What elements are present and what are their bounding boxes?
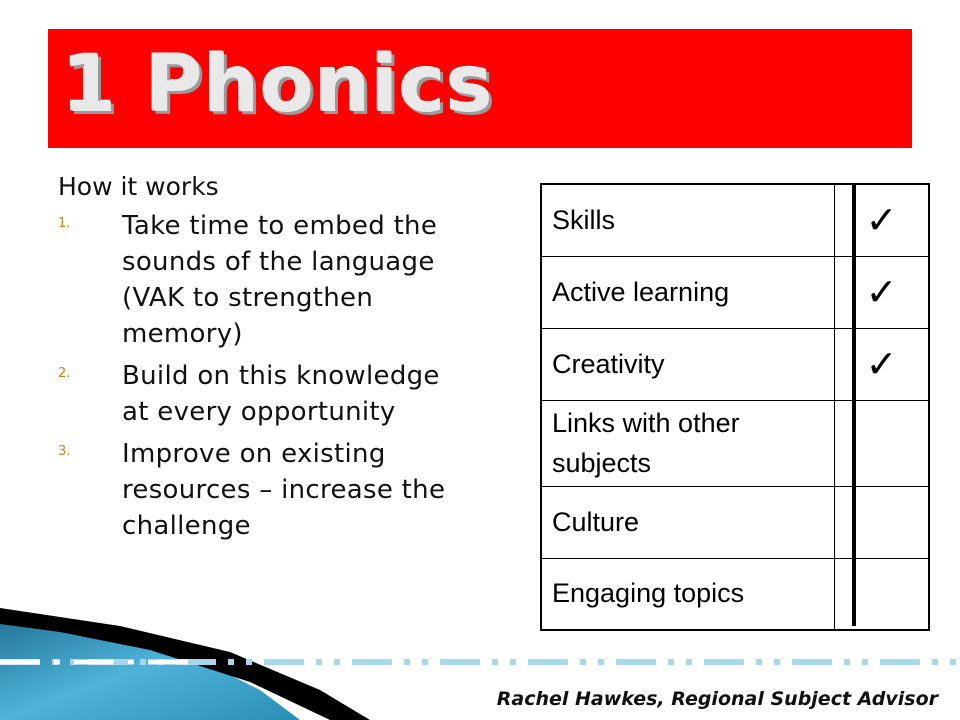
list-item [58, 436, 458, 544]
title-banner [48, 29, 912, 148]
step-number: 3. [58, 444, 71, 459]
table-row [541, 486, 929, 558]
table-row [541, 256, 929, 328]
check-mark-icon: ✓ [835, 256, 929, 328]
check-mark-icon: ✓ [835, 184, 929, 256]
check-mark-icon: ✓ [835, 328, 929, 400]
step-text: Build on this knowledge at every opportunity [122, 361, 440, 427]
table-row [541, 400, 929, 486]
criteria-table [540, 183, 930, 631]
list-item [58, 358, 458, 430]
empty-mark-cell [835, 400, 929, 486]
slide-title: 1 Phonics [62, 40, 494, 130]
step-number: 2. [58, 366, 71, 381]
table-divider-shadow [852, 183, 856, 626]
criteria-label: Culture [541, 486, 835, 558]
table-row [541, 328, 929, 400]
list-item [58, 208, 458, 352]
section-heading: How it works [58, 172, 219, 201]
step-text: Improve on existing resources – increase the challenge [122, 439, 446, 541]
criteria-label: Links with other subjects [541, 400, 835, 486]
footer-credit: Rachel Hawkes, Regional Subject Advisor [496, 688, 938, 710]
criteria-label: Skills [541, 184, 835, 256]
how-it-works-section [58, 170, 458, 550]
criteria-label: Creativity [541, 328, 835, 400]
criteria-label: Engaging topics [541, 558, 835, 630]
empty-mark-cell [835, 486, 929, 558]
step-number: 1. [58, 216, 71, 231]
table-row [541, 184, 929, 256]
step-text: Take time to embed the sounds of the language (VAK to strengthen memory) [122, 211, 438, 349]
steps-list [58, 208, 458, 544]
criteria-label: Active learning [541, 256, 835, 328]
